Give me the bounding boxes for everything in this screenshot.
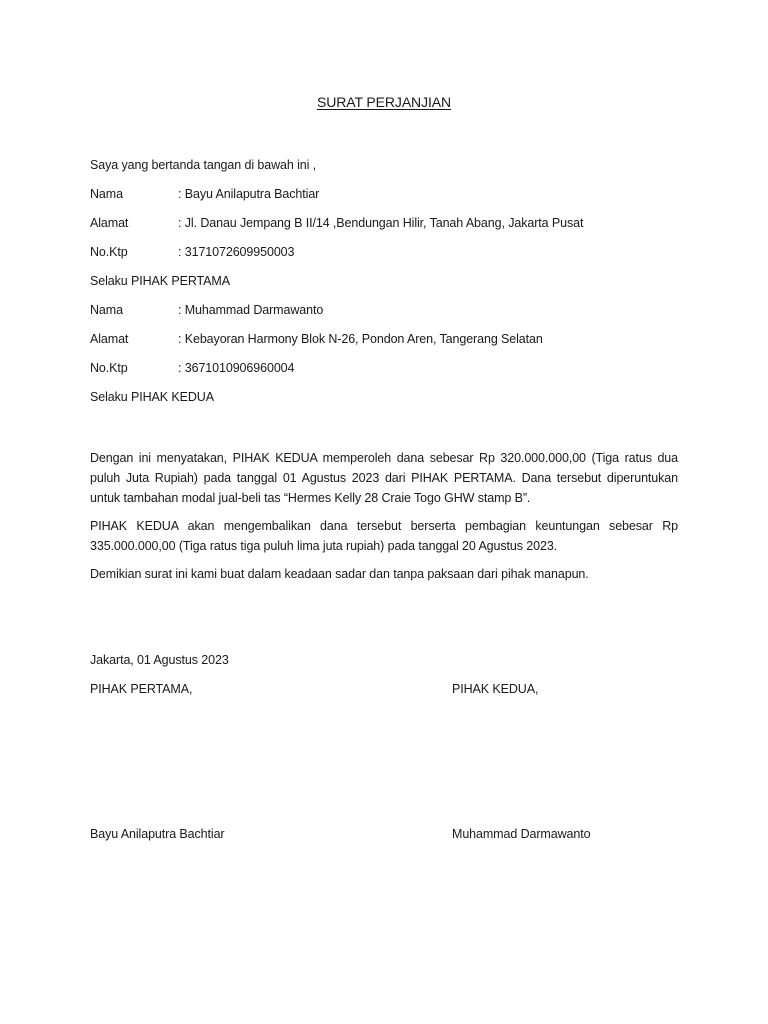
- party2-ktp-label: No.Ktp: [90, 361, 128, 375]
- party1-ktp-label: No.Ktp: [90, 245, 128, 259]
- party2-address-value: : Kebayoran Harmony Blok N-26, Pondon Aren, Tangerang Selatan: [178, 332, 543, 346]
- party1-name-row: [90, 187, 319, 201]
- party1-signature-heading: PIHAK PERTAMA,: [90, 682, 193, 696]
- party2-role: Selaku PIHAK KEDUA: [90, 390, 214, 404]
- document-title: SURAT PERJANJIAN: [316, 94, 452, 110]
- body-paragraph-3: Demikian surat ini kami buat dalam keadaan sadar dan tanpa paksaan dari pihak manapun.: [90, 567, 589, 581]
- party1-signatory-name: Bayu Anilaputra Bachtiar: [90, 827, 225, 841]
- body-paragraph-1: Dengan ini menyatakan, PIHAK KEDUA memperoleh dana sebesar Rp 320.000.000,00 (Tiga ratus dua puluh Juta Rupiah) pada tanggal 01 Agustus 2023 dari PIHAK PERTAMA. Dana tersebut diperuntukan untuk tambahan modal jual-beli tas “Hermes Kelly 28 Craie Togo GHW stamp B”.: [90, 451, 678, 505]
- party1-address-row: [90, 216, 583, 230]
- party1-address-value: : Jl. Danau Jempang B II/14 ,Bendungan Hilir, Tanah Abang, Jakarta Pusat: [178, 216, 584, 230]
- body-paragraph-2: PIHAK KEDUA akan mengembalikan dana tersebut berserta pembagian keuntungan sebesar Rp 335.000.000,00 (Tiga ratus tiga puluh lima juta rupiah) pada tanggal 20 Agustus 2023.: [90, 519, 678, 553]
- party2-ktp-row: [90, 361, 294, 375]
- party1-ktp-value: : 3171072609950003: [178, 245, 295, 259]
- party1-role: Selaku PIHAK PERTAMA: [90, 274, 230, 288]
- party1-name-label: Nama: [90, 187, 123, 201]
- party2-signature-heading: PIHAK KEDUA,: [452, 682, 539, 696]
- party2-ktp-value: : 3671010906960004: [178, 361, 295, 375]
- party1-address-label: Alamat: [90, 216, 129, 230]
- party2-name-label: Nama: [90, 303, 123, 317]
- party2-name-row: [90, 303, 323, 317]
- party2-address-row: [90, 332, 543, 346]
- place-date: Jakarta, 01 Agustus 2023: [90, 653, 229, 667]
- party1-name-value: : Bayu Anilaputra Bachtiar: [178, 187, 320, 201]
- party2-name-value: : Muhammad Darmawanto: [178, 303, 324, 317]
- intro-line: Saya yang bertanda tangan di bawah ini ,: [90, 158, 317, 172]
- party2-address-label: Alamat: [90, 332, 129, 346]
- party1-ktp-row: [90, 245, 294, 259]
- party2-signatory-name: Muhammad Darmawanto: [452, 827, 591, 841]
